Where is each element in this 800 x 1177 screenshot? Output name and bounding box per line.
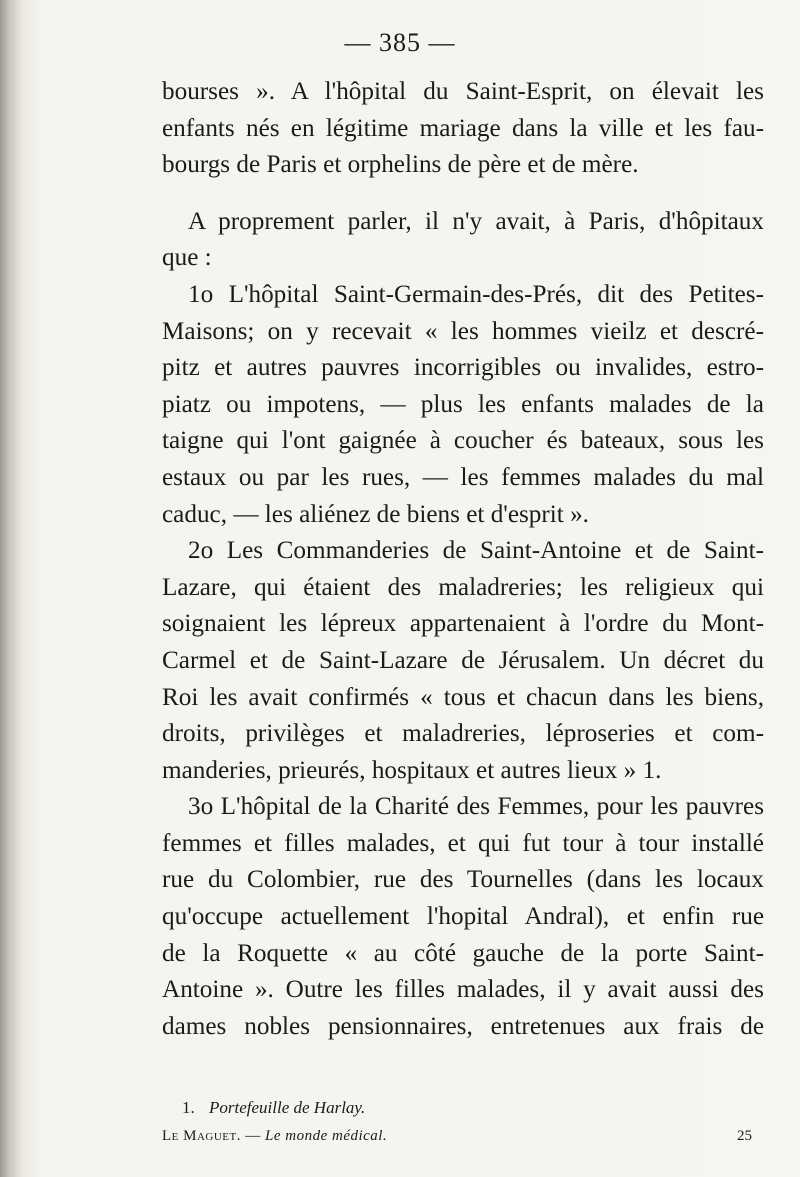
signature-line xyxy=(162,1128,764,1145)
text-line: bourses ». A l'hôpital du Saint-Esprit, on élevait les xyxy=(162,78,764,105)
page-number: — 385 — xyxy=(344,28,456,57)
text-line: Lazare, qui étaient des maladreries; les religieux qui xyxy=(162,573,764,601)
text-line: que : xyxy=(162,244,212,272)
text-line: dames nobles pensionnaires, entretenues aux frais de xyxy=(162,1012,764,1040)
text-line: qu'occupe actuellement l'hopital Andral), et enfin rue xyxy=(162,903,764,931)
text-line: soignaient les lépreux appartenaient à l'ordre du Mont- xyxy=(162,610,764,638)
text-line: pitz et autres pauvres incorrigibles ou invalides, estro- xyxy=(162,354,764,382)
text-line: estaux ou par les rues, — les femmes malades du mal xyxy=(162,463,764,491)
text-line: Carmel et de Saint-Lazare de Jérusalem. Un décret du xyxy=(162,646,764,674)
text-line: enfants nés en légitime mariage dans la ville et les fau- xyxy=(162,114,764,142)
signature-title: Le monde médical. xyxy=(265,1128,388,1144)
text-line: Roi les avait confirmés « tous et chacun dans les biens, xyxy=(162,683,764,711)
text-line: 1o L'hôpital Saint-Germain-des-Prés, dit des Petites- xyxy=(188,280,764,308)
signature-author: Le Maguet. xyxy=(162,1128,241,1144)
text-line: Maisons; on y recevait « les hommes vieilz et descré- xyxy=(162,317,764,345)
text-line: taigne qui l'ont gaignée à coucher és bateaux, sous les xyxy=(162,427,764,455)
signature-sheet-number: 25 xyxy=(737,1128,752,1144)
text-line: piatz ou impotens, — plus les enfants malades de la xyxy=(162,390,764,418)
body-text xyxy=(162,74,764,1045)
signature-mark xyxy=(162,1128,387,1145)
signature-separator: — xyxy=(241,1128,265,1144)
text-line: 2o Les Commanderies de Saint-Antoine et de Saint- xyxy=(188,537,764,565)
text-line: rue du Colombier, rue des Tournelles (dans les locaux xyxy=(162,866,764,894)
text-line: bourgs de Paris et orphelins de père et de mère. xyxy=(162,151,639,179)
text-line: manderies, prieurés, hospitaux et autres lieux » 1. xyxy=(162,756,662,784)
text-line: femmes et filles malades, et qui fut tour à tour installé xyxy=(162,829,764,857)
text-line: A proprement parler, il n'y avait, à Paris, d'hôpitaux xyxy=(188,207,764,235)
text-line: 3o L'hôpital de la Charité des Femmes, pour les pauvres xyxy=(188,793,764,821)
footnote-number: 1. xyxy=(182,1098,195,1117)
book-spine-shadow xyxy=(0,0,22,1177)
text-line: de la Roquette « au côté gauche de la porte Saint- xyxy=(162,939,764,967)
text-line: Antoine ». Outre les filles malades, il y avait aussi des xyxy=(162,976,764,1004)
text-line: droits, privilèges et maladreries, léproseries et com- xyxy=(162,720,764,748)
footnote-text: Portefeuille de Harlay. xyxy=(209,1098,366,1117)
footnote xyxy=(182,1098,365,1118)
text-line: caduc, — les aliénez de biens et d'esprit ». xyxy=(162,500,589,528)
